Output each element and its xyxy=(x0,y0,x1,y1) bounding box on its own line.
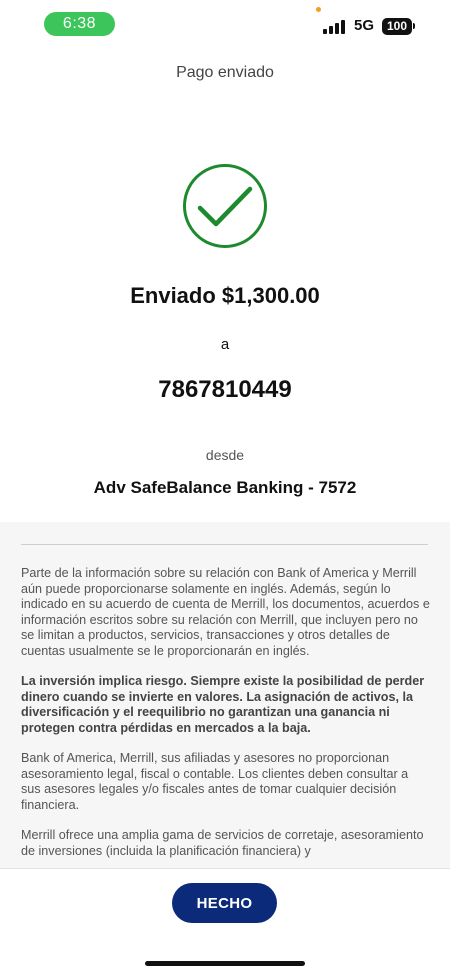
page-title: Pago enviado xyxy=(176,64,274,81)
from-label: desde xyxy=(205,447,245,463)
status-time[interactable]: 6:38 xyxy=(44,12,115,36)
home-indicator[interactable] xyxy=(145,961,305,966)
battery-icon: 100 xyxy=(382,18,412,35)
disclosure-paragraph: Parte de la información sobre su relación con Bank of America y Merrill aún puede proporcionarse solamente en inglés. Además, según lo indicado en su acuerdo de cuenta de Merrill, los documentos, acuerdos e información escritos sobre su relación con Merrill, que incluyen pero no se limitan a productos, servicios, transacciones y otros detalles de cuentas usualmente se le proporcionarán en inglés. xyxy=(21,566,430,658)
cellular-signal-icon xyxy=(323,18,345,34)
sent-amount: Enviado $1,300.00 xyxy=(130,283,320,308)
network-type: 5G xyxy=(354,17,375,34)
disclosure-text xyxy=(21,566,431,868)
privacy-indicator-dot xyxy=(316,7,321,12)
source-account: Adv SafeBalance Banking - 7572 xyxy=(93,478,357,497)
disclosure-paragraph: Merrill ofrece una amplia gama de servicios de corretaje, asesoramiento de inversiones (incluida la planificación financiera) y xyxy=(21,828,424,858)
disclosure-paragraph-risk: La inversión implica riesgo. Siempre existe la posibilidad de perder dinero cuando se invierte en valores. La asignación de activos, la diversificación y el reequilibrio no garantizan una ganancia ni protegen contra pérdidas en mercados a la baja. xyxy=(21,674,425,735)
bottom-action-bar xyxy=(0,868,450,976)
disclosure-paragraph: Bank of America, Merrill, sus afiliadas y asesores no proporcionan asesoramiento legal, fiscal o contable. Los clientes deben consultar a sus asesores legales y/o fiscales antes de tomar cualquier decisión financiera. xyxy=(21,751,409,812)
status-bar xyxy=(0,0,450,46)
battery-tip xyxy=(413,23,415,29)
disclosures-panel[interactable] xyxy=(0,522,450,868)
to-label: a xyxy=(220,336,230,353)
done-button[interactable]: HECHO xyxy=(172,883,277,923)
recipient-number: 7867810449 xyxy=(158,376,292,403)
checkmark-circle-icon xyxy=(182,163,268,249)
divider xyxy=(21,544,428,545)
